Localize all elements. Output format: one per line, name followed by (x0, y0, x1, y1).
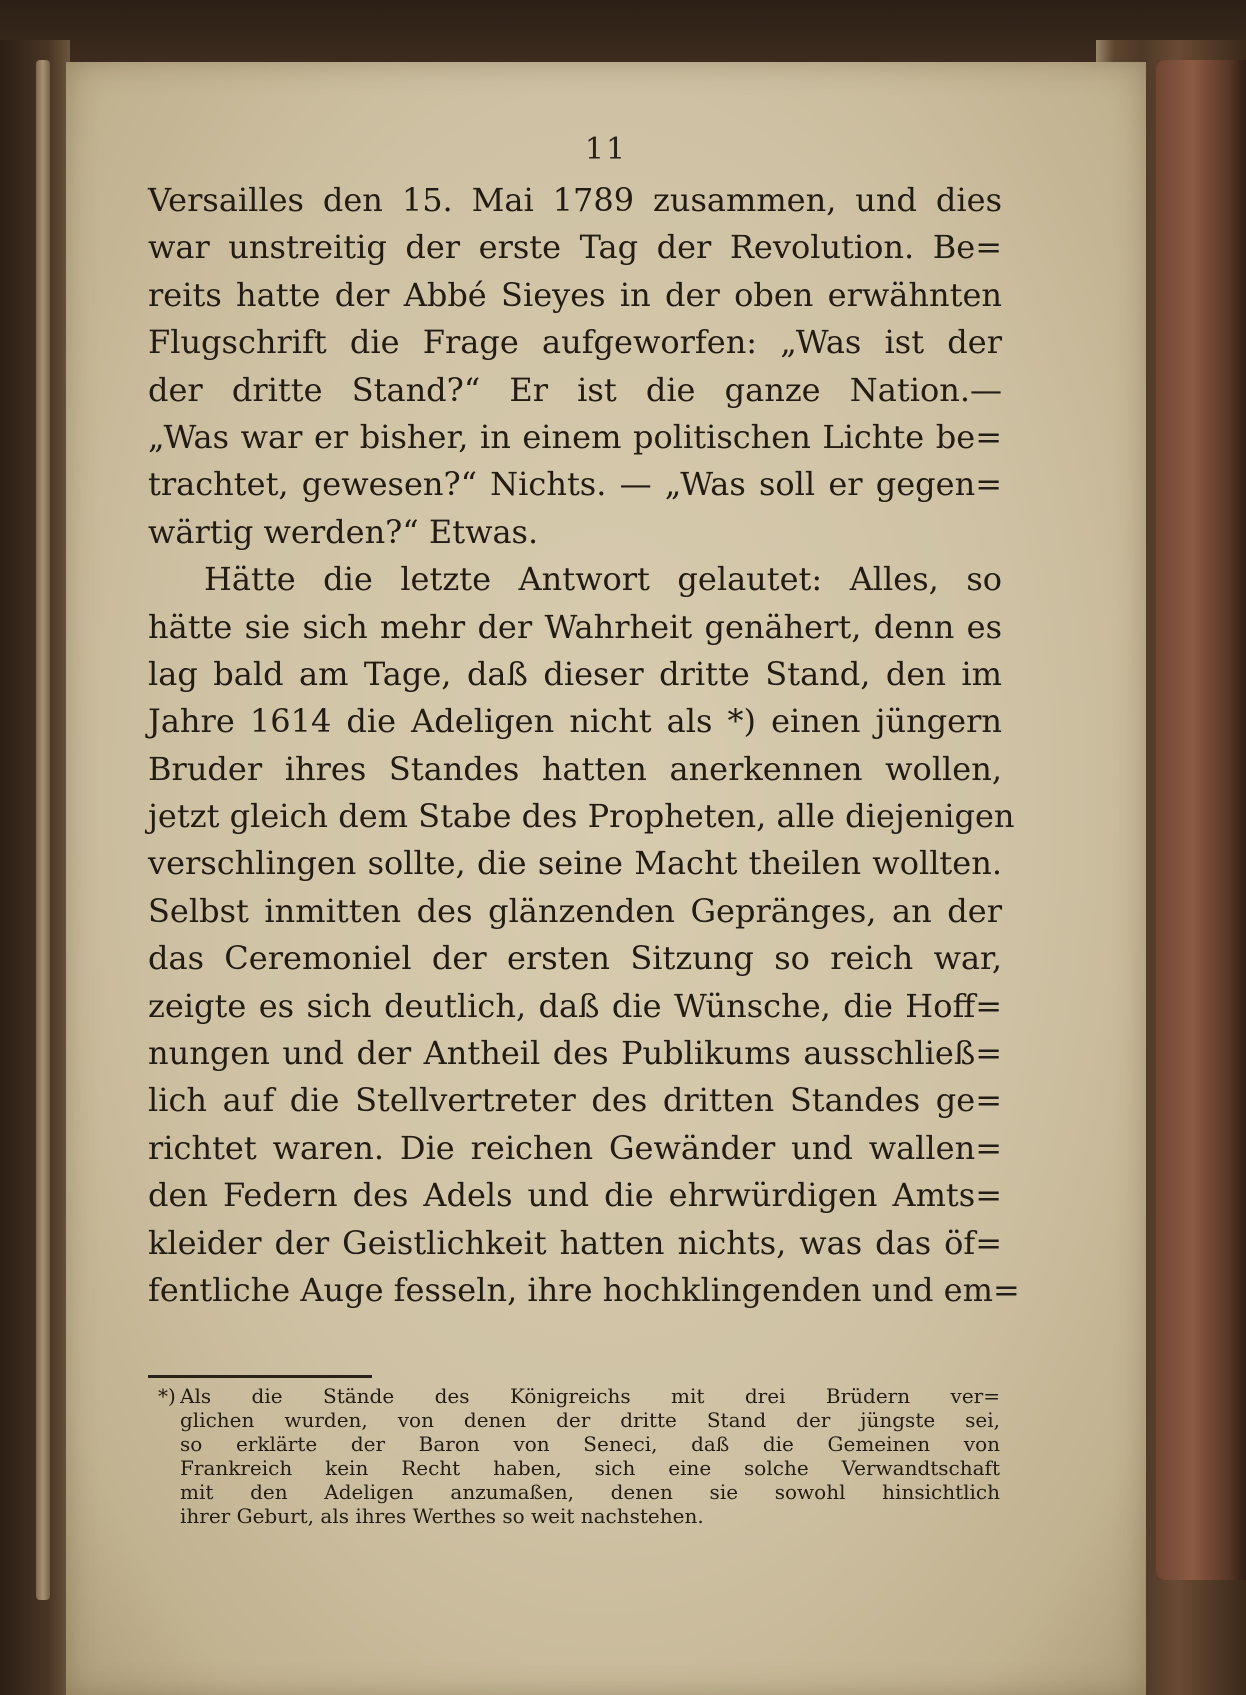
text-line: Hätte die letzte Antwort gelautet: Alles, so (204, 560, 1002, 599)
text-line: verschlingen sollte, die seine Macht theilen wollten. (148, 844, 1002, 883)
body-text (148, 177, 1020, 1314)
text-line: „Was war er bisher, in einem politischen Lichte be= (148, 417, 1002, 456)
text-line: Flugschrift die Frage aufgeworfen: „Was ist der (148, 323, 1002, 362)
footnote-marker: *) (158, 1384, 176, 1408)
footnote-line: mit den Adeligen anzumaßen, denen sie sowohl hinsichtlich (180, 1480, 1000, 1504)
text-line: wärtig werden?“ Etwas. (148, 512, 539, 551)
footnote-line: so erklärte der Baron von Seneci, daß die Gemeinen von (180, 1432, 1000, 1456)
footnote-line: Frankreich kein Recht haben, sich eine solche Verwandtschaft (180, 1456, 1000, 1480)
text-line: der dritte Stand?“ Er ist die ganze Nation.— (148, 370, 1002, 409)
footnote-line-text: Als die Stände des Königreichs mit drei Brüdern ver= (180, 1384, 1000, 1408)
text-line: jetzt gleich dem Stabe des Propheten, alle diejenigen (148, 797, 1015, 836)
text-line: lich auf die Stellvertreter des dritten Standes ge= (148, 1081, 1002, 1120)
text-line: richtet waren. Die reichen Gewänder und wallen= (148, 1128, 1002, 1167)
left-cover-edge (0, 40, 70, 1695)
leather-spine (1156, 60, 1246, 1580)
text-line: Selbst inmitten des glänzenden Gepränges, an der (148, 891, 1002, 930)
text-line: Bruder ihres Standes hatten anerkennen wollen, (148, 749, 1002, 788)
text-line: Jahre 1614 die Adeligen nicht als *) einen jüngern (148, 702, 1002, 741)
page-number: 11 (584, 132, 628, 167)
text-line: kleider der Geistlichkeit hatten nichts, was das öf= (148, 1223, 1002, 1262)
book-page (66, 62, 1146, 1695)
text-line: hätte sie sich mehr der Wahrheit genähert, denn es (148, 607, 1002, 646)
text-line: zeigte es sich deutlich, daß die Wünsche, die Hoff= (148, 986, 1002, 1025)
footnote-line: ihrer Geburt, als ihres Werthes so weit nachstehen. (180, 1504, 704, 1528)
text-line: reits hatte der Abbé Sieyes in der oben erwähnten (148, 275, 1002, 314)
footnote-line (158, 1384, 1000, 1408)
text-line: das Ceremoniel der ersten Sitzung so reich war, (148, 939, 1002, 978)
text-line: war unstreitig der erste Tag der Revolution. Be= (148, 228, 1002, 267)
text-line: Versailles den 15. Mai 1789 zusammen, und dies (148, 181, 1002, 219)
text-line: fentliche Auge fesseln, ihre hochklingenden und em= (148, 1270, 1020, 1309)
previous-page-edge (36, 60, 50, 1600)
text-line: nungen und der Antheil des Publikums ausschließ= (148, 1034, 1002, 1073)
text-line: lag bald am Tage, daß dieser dritte Stand, den im (148, 654, 1002, 693)
footnote-divider (148, 1375, 372, 1378)
footnote (158, 1384, 1000, 1528)
text-line: den Federn des Adels und die ehrwürdigen Amts= (148, 1176, 1002, 1215)
text-line: trachtet, gewesen?“ Nichts. — „Was soll er gegen= (148, 465, 1002, 504)
footnote-line: glichen wurden, von denen der dritte Stand der jüngste sei, (180, 1408, 1000, 1432)
binding-top-edge (0, 0, 1246, 70)
